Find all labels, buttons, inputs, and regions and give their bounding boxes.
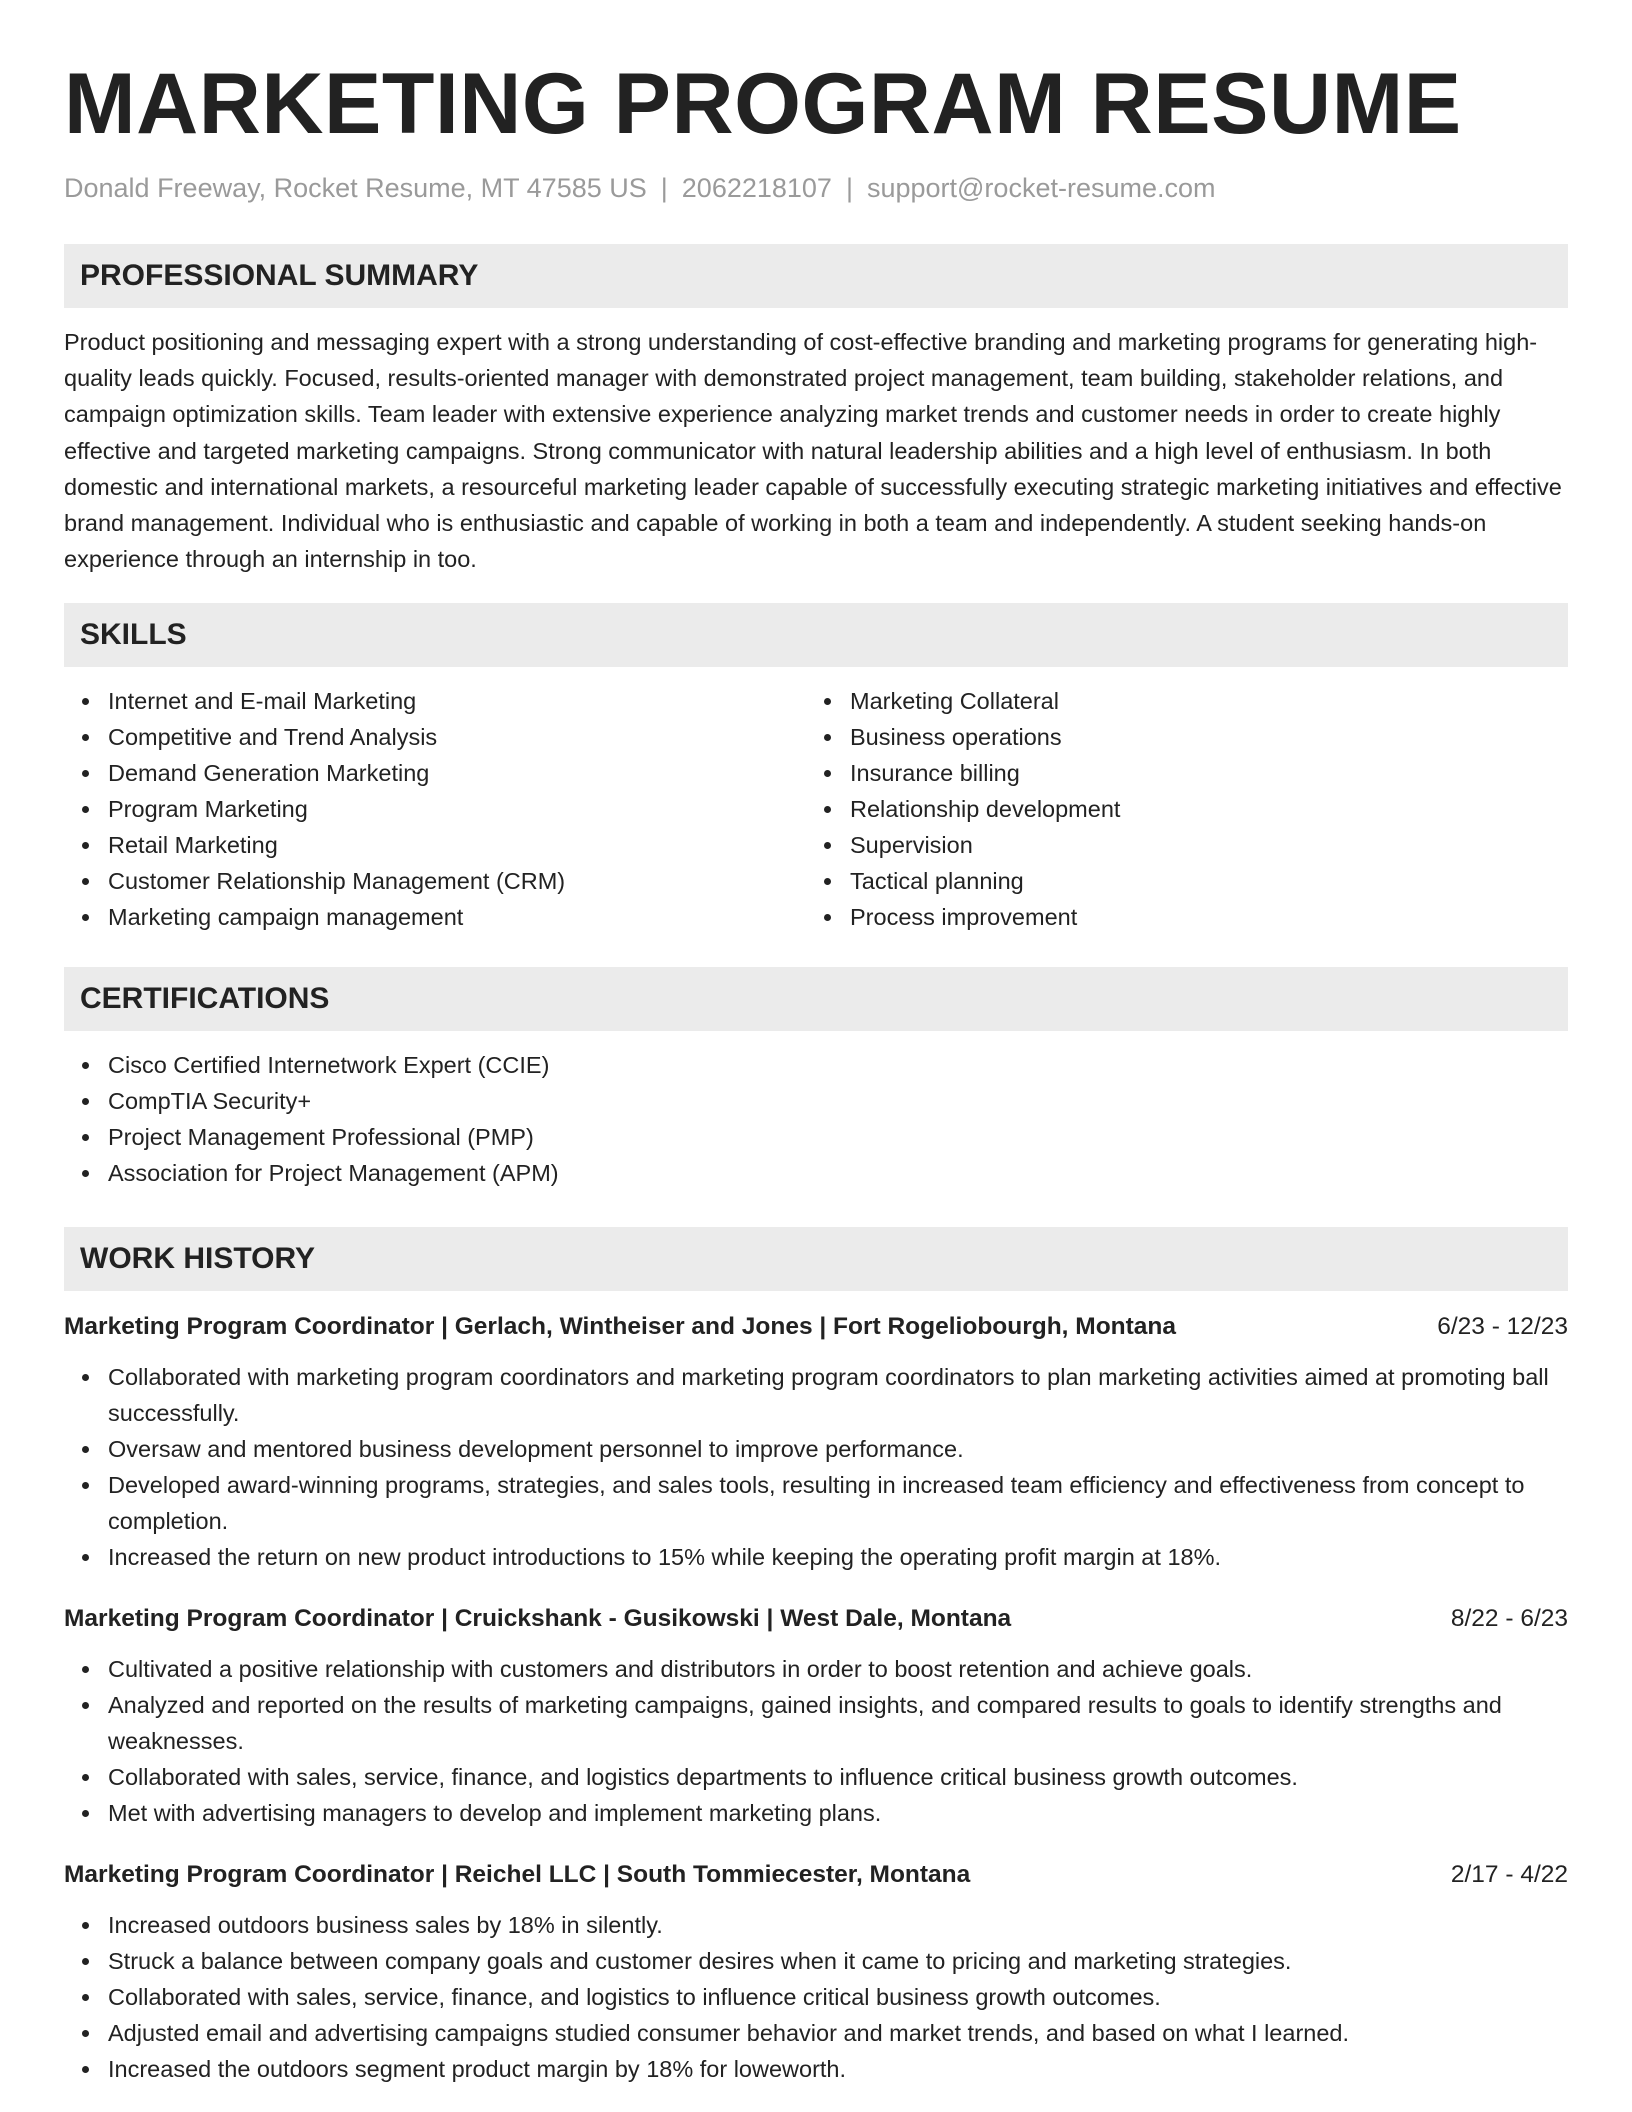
certification-item: Cisco Certified Internetwork Expert (CCIE) [64,1047,1568,1083]
section-heading-work-history: WORK HISTORY [64,1227,1568,1291]
certification-item: Project Management Professional (PMP) [64,1119,1568,1155]
skill-item: Relationship development [806,791,1548,827]
job-bullets [64,1359,1568,1575]
contact-separator: | [660,173,668,203]
job-bullet: Analyzed and reported on the results of marketing campaigns, gained insights, and compared results to goals to identify strengths and weaknesses. [64,1687,1568,1759]
skills-grid [64,683,1568,935]
contact-address: Donald Freeway, Rocket Resume, MT 47585 US [64,173,647,203]
section-heading-skills: SKILLS [64,603,1568,667]
job-bullet: Collaborated with sales, service, finance, and logistics departments to influence critical business growth outcomes. [64,1759,1568,1795]
certification-item: Association for Project Management (APM) [64,1155,1568,1191]
section-heading-summary: PROFESSIONAL SUMMARY [64,244,1568,308]
contact-phone: 2062218107 [681,173,832,203]
job-dates: 8/22 - 6/23 [1450,1605,1568,1633]
job-bullets [64,1651,1568,1831]
skill-item: Customer Relationship Management (CRM) [64,863,806,899]
contact-email: support@rocket-resume.com [866,173,1216,203]
job-bullet: Increased outdoors business sales by 18% in silently. [64,1907,1568,1943]
job-entry [64,1857,1568,2087]
page-title: MARKETING PROGRAM RESUME [64,56,1462,152]
job-bullet: Collaborated with marketing program coordinators and marketing program coordinators to plan marketing activities aimed at promoting ball successfully. [64,1359,1568,1431]
job-title: Marketing Program Coordinator | Cruickshank - Gusikowski | West Dale, Montana [64,1605,1012,1633]
job-entry [64,1309,1568,1575]
job-bullet: Increased the return on new product introductions to 15% while keeping the operating profit margin at 18%. [64,1539,1568,1575]
certifications-list [64,1047,1568,1191]
skill-item: Supervision [806,827,1548,863]
contact-line [64,170,1568,206]
skill-item: Business operations [806,719,1548,755]
job-bullet: Oversaw and mentored business development personnel to improve performance. [64,1431,1568,1467]
skill-item: Marketing Collateral [806,683,1548,719]
section-heading-certifications: CERTIFICATIONS [64,967,1568,1031]
skill-item: Process improvement [806,899,1548,935]
job-entry [64,1601,1568,1831]
job-bullet: Increased the outdoors segment product margin by 18% for loweworth. [64,2051,1568,2087]
contact-separator: | [845,173,853,203]
resume-page [64,0,1568,2087]
job-dates: 6/23 - 12/23 [1437,1313,1568,1341]
job-bullet: Struck a balance between company goals and customer desires when it came to pricing and marketing strategies. [64,1943,1568,1979]
job-title: Marketing Program Coordinator | Reichel LLC | South Tommiecester, Montana [64,1861,971,1889]
skill-item: Competitive and Trend Analysis [64,719,806,755]
skill-item: Retail Marketing [64,827,806,863]
job-bullet: Collaborated with sales, service, finance, and logistics to influence critical business growth outcomes. [64,1979,1568,2015]
job-title: Marketing Program Coordinator | Gerlach, Wintheiser and Jones | Fort Rogeliobourgh, Montana [64,1313,1177,1341]
job-bullet: Cultivated a positive relationship with customers and distributors in order to boost retention and achieve goals. [64,1651,1568,1687]
job-bullet: Developed award-winning programs, strategies, and sales tools, resulting in increased team efficiency and effectiveness from concept to completion. [64,1467,1568,1539]
skill-item: Internet and E-mail Marketing [64,683,806,719]
job-bullet: Met with advertising managers to develop and implement marketing plans. [64,1795,1568,1831]
skill-item: Program Marketing [64,791,806,827]
skill-item: Demand Generation Marketing [64,755,806,791]
skill-item: Marketing campaign management [64,899,806,935]
job-bullet: Adjusted email and advertising campaigns studied consumer behavior and market trends, and based on what I learned. [64,2015,1568,2051]
certification-item: CompTIA Security+ [64,1083,1568,1119]
job-header [64,1601,1568,1637]
summary-text: Product positioning and messaging expert with a strong understanding of cost-effective branding and marketing programs for generating high-quality leads quickly. Focused, results-oriented manager with demonstrated project management, team building, stakeholder relations, and campaign optimization skills. Team leader with extensive experience analyzing market trends and customer needs in order to create highly effective and targeted marketing campaigns. Strong communicator with natural leadership abilities and a high level of enthusiasm. In both domestic and international markets, a resourceful marketing leader capable of successfully executing strategic marketing initiatives and effective brand management. Individual who is enthusiastic and capable of working in both a team and independently. A student seeking hands-on experience through an internship in too. [64,329,1562,573]
job-dates: 2/17 - 4/22 [1450,1861,1568,1889]
skills-list-left [64,683,806,935]
job-header [64,1857,1568,1893]
skill-item: Tactical planning [806,863,1548,899]
skill-item: Insurance billing [806,755,1548,791]
skills-list-right [806,683,1548,935]
job-header [64,1309,1568,1345]
job-bullets [64,1907,1568,2087]
